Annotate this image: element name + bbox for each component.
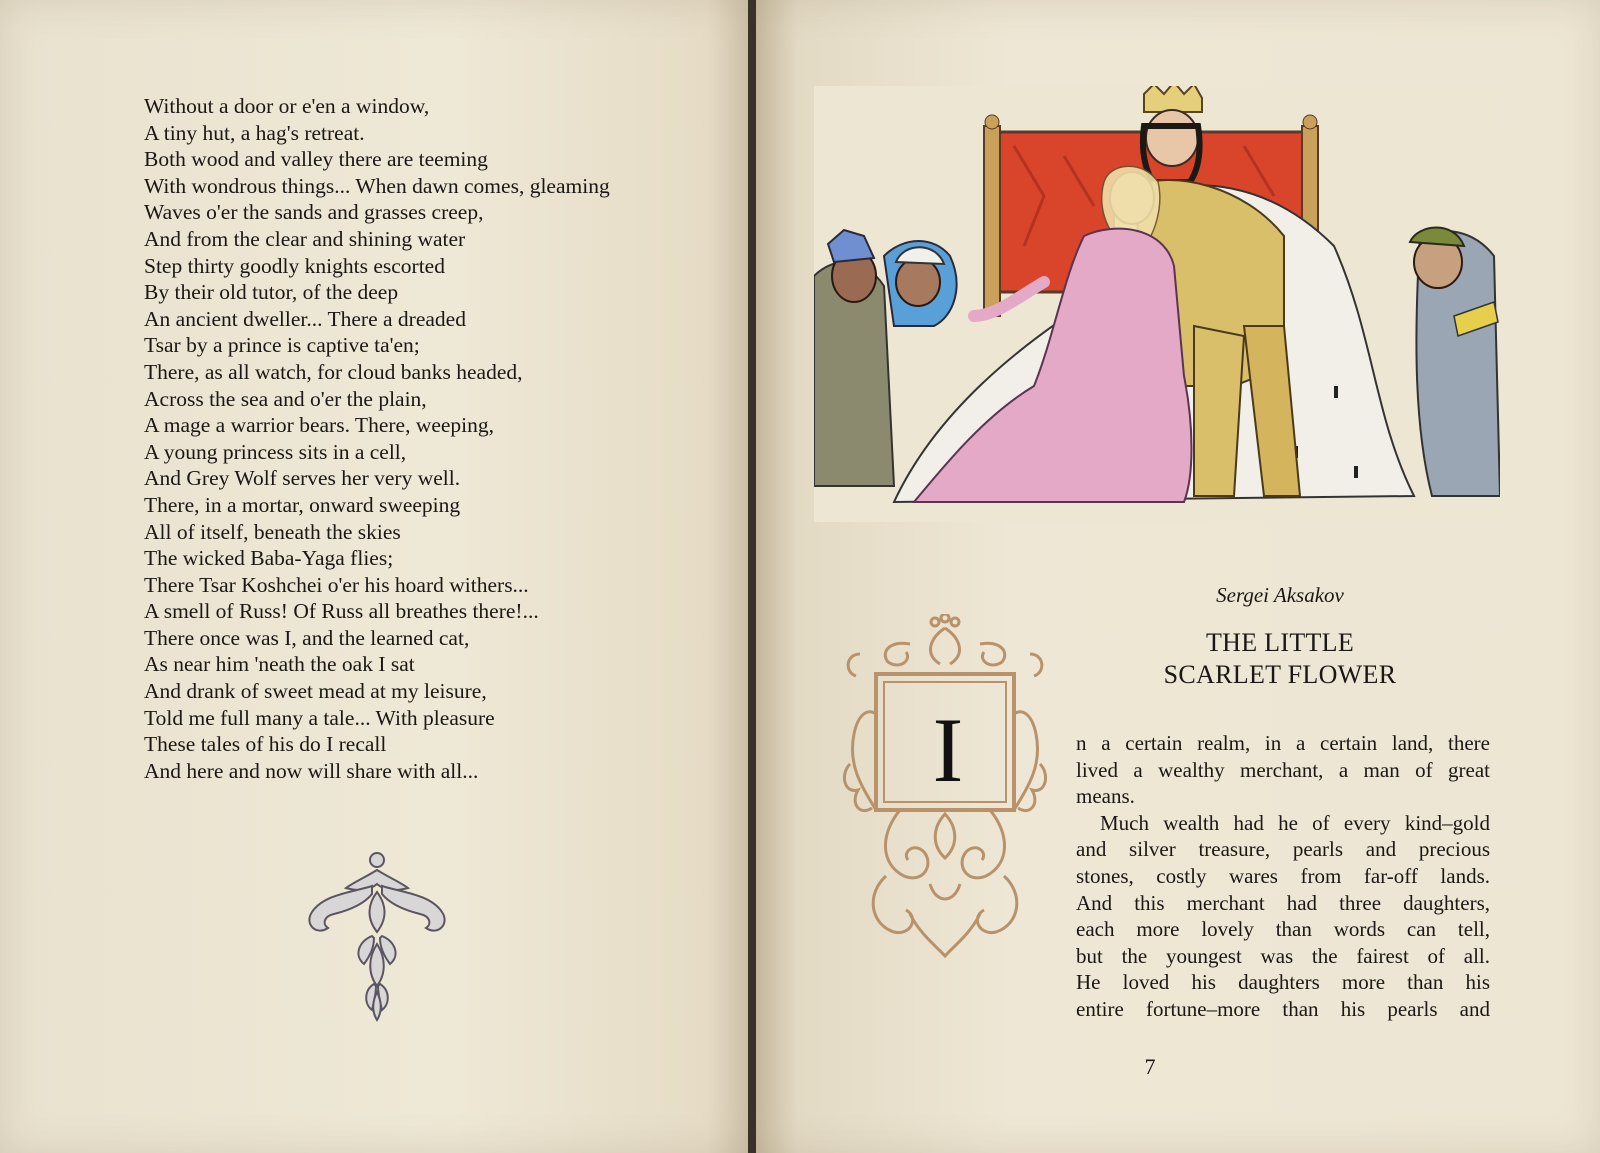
poem-line: Both wood and valley there are teeming bbox=[144, 147, 488, 172]
poem-line: And from the clear and shining water bbox=[144, 226, 466, 251]
poem-line: And drank of sweet mead at my leisure, bbox=[144, 679, 487, 704]
story-line: lived a wealthy merchant, a man of great bbox=[1076, 757, 1490, 782]
poem-line: As near him 'neath the oak I sat bbox=[144, 652, 415, 677]
poem-line: Told me full many a tale... With pleasure bbox=[144, 705, 495, 730]
story-line: and silver treasure, pearls and precious bbox=[1076, 837, 1490, 862]
story-line: entire fortune–more than his pearls and bbox=[1076, 996, 1490, 1021]
story-line: but the youngest was the fairest of all. bbox=[1076, 943, 1490, 968]
story-line: n a certain realm, in a certain land, there bbox=[1076, 731, 1490, 755]
poem-line: Across the sea and o'er the plain, bbox=[144, 386, 427, 411]
story-title bbox=[1080, 627, 1480, 691]
poem-line: Waves o'er the sands and grasses creep, bbox=[144, 200, 484, 225]
story-line: Much wealth had he of every kind–gold bbox=[1100, 810, 1490, 835]
poem-line: A smell of Russ! Of Russ all breathes there!... bbox=[144, 599, 539, 624]
story-line: each more lovely than words can tell, bbox=[1076, 917, 1490, 942]
poem-line: These tales of his do I recall bbox=[144, 732, 387, 757]
poem-line: Tsar by a prince is captive ta'en; bbox=[144, 333, 420, 358]
illustration-tsar-and-princess bbox=[814, 86, 1500, 522]
poem-line: Without a door or e'en a window, bbox=[144, 94, 430, 118]
drop-cap-letter: I bbox=[932, 699, 964, 801]
story-line: stones, costly wares from far-off lands. bbox=[1076, 863, 1490, 888]
poem-line: And here and now will share with all... bbox=[144, 758, 479, 783]
title-line: THE LITTLE bbox=[1205, 628, 1355, 657]
poem-line: With wondrous things... When dawn comes, gleaming bbox=[144, 173, 610, 198]
story-line: means. bbox=[1076, 784, 1135, 809]
story-line: And this merchant had three daughters, bbox=[1076, 890, 1490, 915]
poem-line: All of itself, beneath the skies bbox=[144, 519, 401, 544]
poem-line: Step thirty goodly knights escorted bbox=[144, 253, 445, 278]
poem-line: An ancient dweller... There a dreaded bbox=[144, 306, 466, 331]
title-line: SCARLET FLOWER bbox=[1163, 660, 1397, 689]
poem-line: A young princess sits in a cell, bbox=[144, 439, 407, 464]
leaf-ornament-icon bbox=[294, 852, 460, 1022]
poem-line: There, as all watch, for cloud banks headed, bbox=[144, 359, 523, 384]
poem-line: A tiny hut, a hag's retreat. bbox=[144, 120, 365, 145]
left-page bbox=[0, 0, 752, 1153]
story-text bbox=[1076, 730, 1490, 1023]
story-line: He loved his daughters more than his bbox=[1076, 970, 1490, 995]
poem-line: There once was I, and the learned cat, bbox=[144, 625, 470, 650]
poem-line: The wicked Baba-Yaga flies; bbox=[144, 546, 394, 571]
page-number: 7 bbox=[1144, 1054, 1156, 1079]
poem-line: There, in a mortar, onward sweeping bbox=[144, 492, 461, 517]
poem-line: There Tsar Koshchei o'er his hoard withers... bbox=[144, 572, 529, 597]
poem bbox=[144, 93, 610, 784]
poem-line: A mage a warrior bears. There, weeping, bbox=[144, 413, 495, 438]
author-name: Sergei Aksakov bbox=[1216, 583, 1344, 607]
poem-line: And Grey Wolf serves her very well. bbox=[144, 466, 461, 491]
poem-line: By their old tutor, of the deep bbox=[144, 280, 399, 305]
